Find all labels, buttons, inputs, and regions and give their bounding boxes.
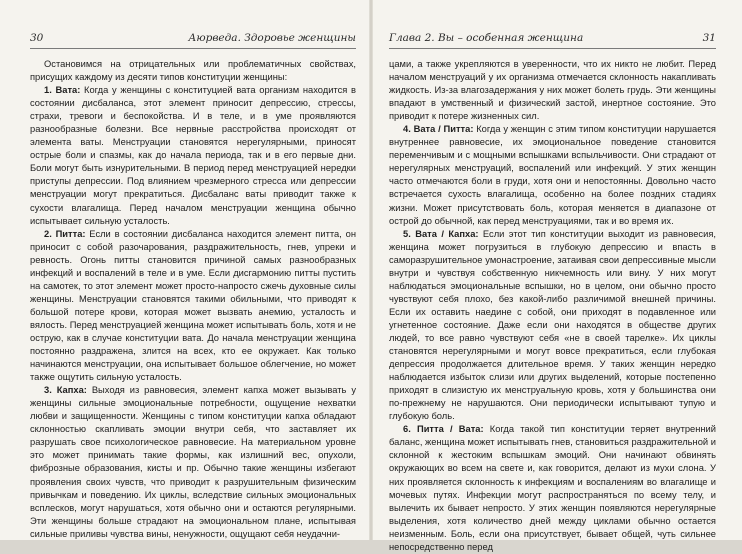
paragraph-heading: 1. Вата: (44, 85, 81, 96)
paragraph-heading: 2. Питта: (44, 228, 86, 239)
header-rule (389, 48, 716, 49)
paragraph: 1. Вата: Когда у женщины с конституцией вата организм находится в состоянии дисбаланса, этот элемент приносит депрессию, стрессы, страхи, тревоги и беспокойства. И в теле, и в уме проявляются разнообразные болезни. Все нервные расстройства происходят от элемента ваты. Менструации становятся нерегулярными, приносят острые боли и спазмы, как до начала периода, так и в его первые дни. Боли могут быть изнурительными. В период перед менструацией нередки приступы депрессии. Под влиянием чрезмерного стресса или депрессии менструации могут прекратиться. Дисбаланс ваты приводит также к сухости влагалища. Перед началом менструации женщина обычно испытывает сильную усталость. (30, 85, 356, 226)
paragraph: 3. Капха: Выходя из равновесия, элемент капха может вызывать у женщины сильные эмоциональные потребности, ощущение нехватки любви и защищенности. Женщины с типом конституции капха обладают склонностью скапливать эмоции внутри себя, что заставляет их разрушать свое психологическое равновесие. На материальном уровне это может принимать такие формы, как излишний вес, опухоли, фиброзные образования, кисты и пр. Обычно такие женщины избегают проявления своих чувств, что приводит к разрушительным физическим привычкам и поведению. Их циклы, вследствие сильных эмоциональных всплесков, могут нарушаться, хотя обычно они и остаются регулярными. Эти женщины больше страдают на эмоциональном плане, испытывая сильные приливы чувства вины, ненужности, ощущают себя неудачни- (30, 385, 356, 539)
paragraph-heading: 6. Питта / Вата: (403, 424, 484, 435)
page-number: 30 (30, 32, 44, 44)
paragraph: 6. Питта / Вата: Когда такой тип конституции теряет внутренний баланс, женщина может испытывать гнев, становиться раздражительной и склонной к жестоким вспышкам эмоций. Они начинают обвинять окружающих во всем на свете и, как говорится, делают из мухи слона. У них проявляется склонность к инфекциям и воспалениям во влагалище и мочевых путях. Инфекции могут распространяться по всему телу, и вылечить их бывает непросто. У этих женщин появляются нерегулярные выделения, хотя количество дней между циклами обычно остается неизменным. Боль, если она присутствует, бывает общей, чуть сильнее непосредственно перед (389, 424, 716, 552)
paragraph: 4. Вата / Питта: Когда у женщин с этим типом конституции нарушается внутреннее равновесие, их эмоциональное поведение становится переменчивым и с мощными вспышками вспыльчивости. Они страдают от нерегулярных менструаций, воспалений или инфекций. У этих женщин часто отмечаются боли в груди, хотя они и непостоянны. Довольно часто встречается сухость влагалища, особенно на более поздних стадиях жизни. Может присутствовать боль, которая меняется в диапазоне от острой до обычной, как перед менструациями, так и во время их. (389, 124, 716, 226)
paragraph: цами, а также укрепляются в уверенности, что их никто не любит. Перед началом менструаций у их организма отмечается склонность накапливать жидкость. Из-за влагозадержания у них может болеть грудь. Эти женщины впадают в умственный и физический застой, инертное состояние. Это приводит к потере жизненных сил. (389, 59, 716, 122)
page-number: 31 (702, 32, 716, 44)
running-title: Глава 2. Вы – особенная женщина (389, 32, 584, 44)
paragraph: 2. Питта: Если в состоянии дисбаланса находится элемент питта, он приносит с собой разочарования, раздражительность, гнев, упреки и ревность. Огонь питты становится причиной самых разнообразных инфекций и воспалений в теле и в уме. Если дисгармонию питты пустить на самотек, то этот элемент может просто-напросто сжечь духовные силы женщины. Менструации становятся такими обильными, что приводят к большой потере крови, которая может вызвать анемию, усталость и вялость. Перед менструацией женщина может испытывать боль, хотя и не острую, как в случае конституции вата. До начала менструации женщина постоянно раздражена, злится на всех, кто ее окружает. Как только начинаются менструации, она испытывает большое облегчение, но может также ощутить сильную усталость. (30, 228, 356, 383)
paragraph-heading: 3. Капха: (44, 385, 87, 396)
paragraph-heading: 4. Вата / Питта: (403, 124, 474, 135)
right-page-header (389, 32, 716, 48)
left-page (0, 0, 370, 540)
paragraph: 5. Вата / Капха: Если этот тип конституции выходит из равновесия, женщина может погрузиться в глубокую депрессию и впасть в саморазрушительное умонастроение, затаивая свои депрессивные мысли внутри и чувствуя собственную никчемность или вину. У них могут наблюдаться эмоциональные вспышки, но в целом, они обычно просто чувствуют себя плохо, без какой-либо различимой внешней причины. Если их оставить наедине с собой, они приходят в подавленное или угнетенное состояние. Даже если они находятся в обществе других людей, то все равно чувствуют себя «не в своей тарелке». Их циклы становятся нерегулярными и могут вовсе прекратиться, если глубокая депрессия продолжается длительное время. У таких женщин нередко наблюдается избыток слизи или других выделений, которые постепенно приходят в слизистую их менструальную кровь, хотя у большинства они по-прежнему не нарушаются. Они периодически испытывают тупую и глубокую боль. (389, 228, 716, 422)
left-page-header (30, 32, 356, 48)
paragraph: Остановимся на отрицательных или проблематичных свойствах, присущих каждому из десяти типов конституции женщины: (30, 59, 356, 83)
right-page (372, 0, 742, 552)
paragraph-heading: 5. Вата / Капха: (403, 228, 479, 239)
left-page-body (30, 58, 356, 541)
right-page-body (389, 58, 716, 554)
header-rule (30, 48, 356, 49)
running-title: Аюрведа. Здоровье женщины (188, 32, 356, 44)
